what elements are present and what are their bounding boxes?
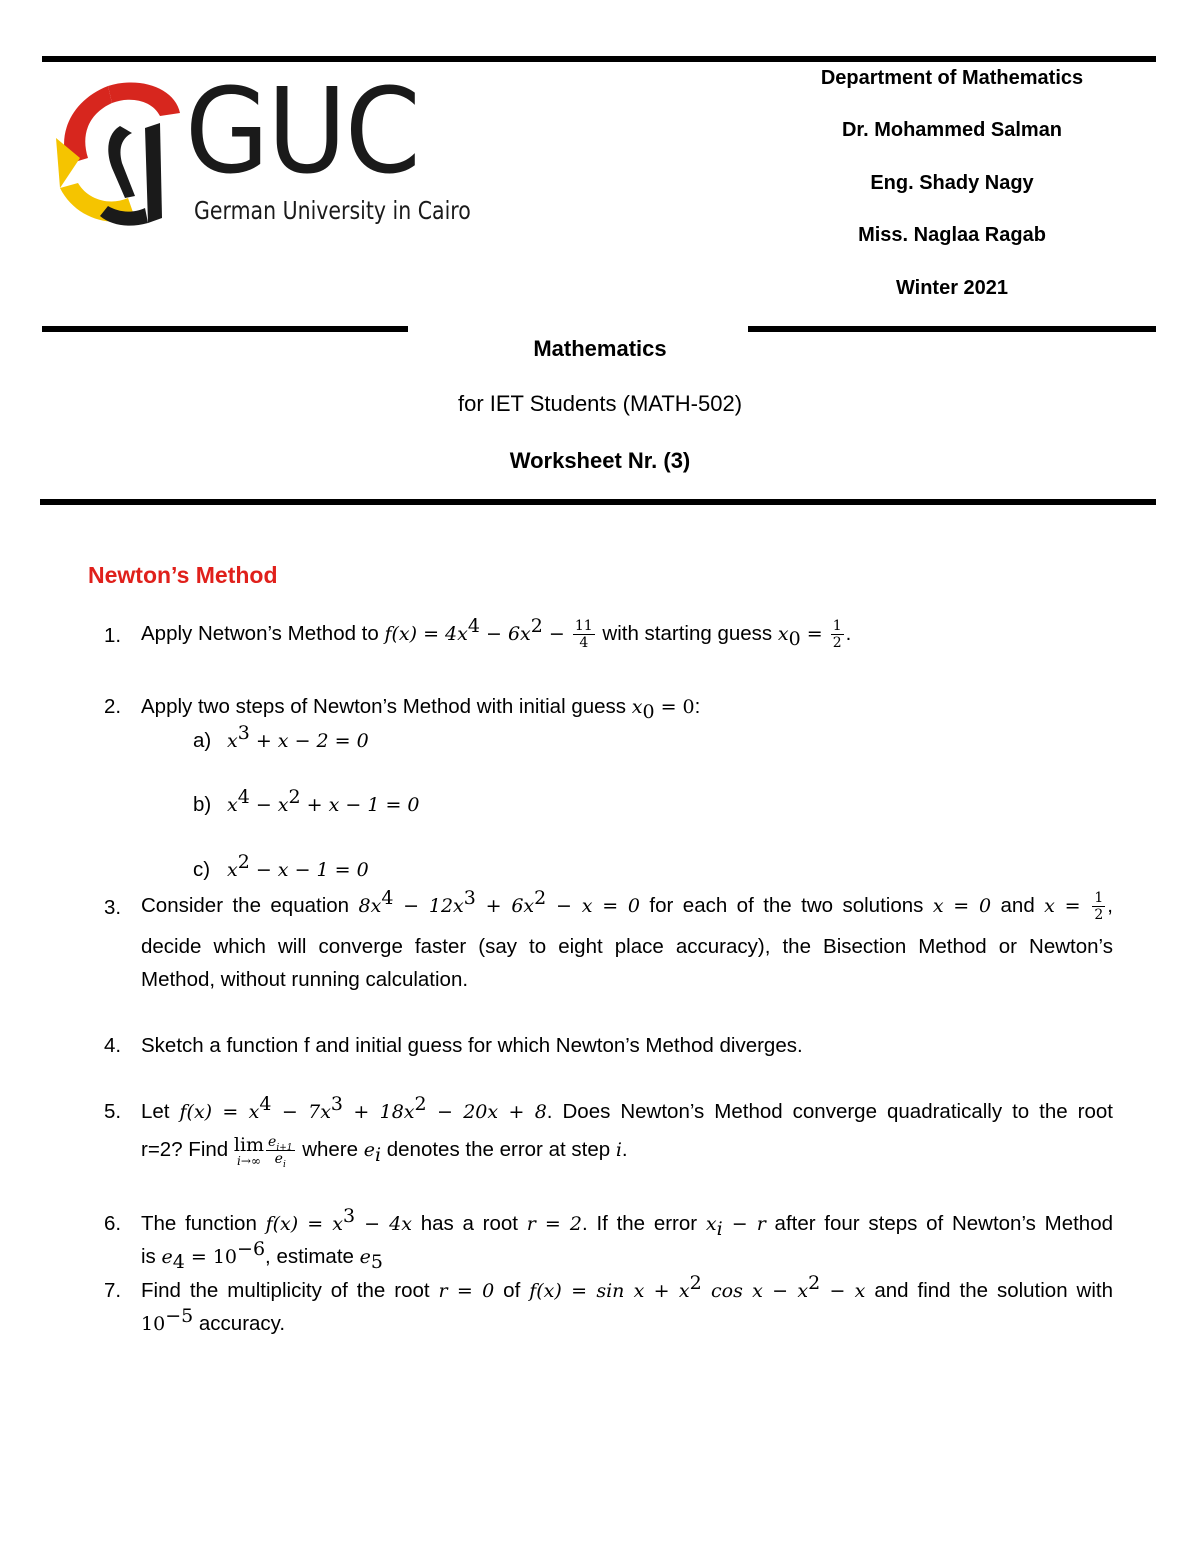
problem-6-line-2: is $e_4 = 10^{-6}$, estimate $e_5$ xyxy=(141,1238,383,1274)
fraction-error-ratio: $\frac{e_{i+1}}{e_i}$ xyxy=(268,1134,293,1170)
problem-6-number: 6. xyxy=(104,1212,122,1235)
problem-2-text: Apply two steps of Newton’s Method with initial guess $x_0 = 0$: xyxy=(141,695,701,724)
problem-5-number: 5. xyxy=(104,1100,122,1123)
guc-logo xyxy=(50,62,471,238)
problem-5-line-2: r=2? Find lim i→∞ $\frac{e_{i+1}}{e_i}$ where $e_i$ denotes the error at step i. xyxy=(141,1133,628,1170)
problem-4-text: Sketch a function f and initial guess for which Newton’s Method diverges. xyxy=(141,1034,803,1057)
worksheet-title: Worksheet Nr. (3) xyxy=(509,448,691,473)
problem-7-number: 7. xyxy=(104,1279,122,1302)
problem-1-text: Apply Netwon’s Method to $f(x) = 4x^4 - 6x^2$ − $\frac{11}{4}$ with starting guess $x_0$ = $\frac{1}{2}$ . xyxy=(141,615,852,652)
course-audience: for IET Students (MATH-502) xyxy=(457,391,743,416)
problem-2-number: 2. xyxy=(104,695,122,718)
problem-7-line-2: $10^{-5}$ accuracy. xyxy=(141,1305,286,1335)
problem-7-line-1: Find the multiplicity of the root r = 0 of $f(x) = \sin x + x^2$ $\cos x - x^2 - x$ and find the solution with xyxy=(141,1272,1114,1302)
logo-wordmark: GUC xyxy=(185,62,419,200)
problem-2b: b) $x^4 - x^2 + x - 1 = 0$ xyxy=(193,786,420,816)
problem-3-number: 3. xyxy=(104,896,122,919)
instructor-3: Miss. Naglaa Ragab xyxy=(858,224,1046,246)
problem-3-line-2: decide which will converge faster (say to eight place accuracy), the Bisection Method or Newton’s xyxy=(141,935,1113,958)
limit-operator: lim i→∞ xyxy=(233,1133,265,1168)
section-heading: Newton’s Method xyxy=(88,562,278,588)
term: Winter 2021 xyxy=(895,277,1009,299)
mid-rule-right xyxy=(748,326,1156,332)
logo-subtitle: German University in Cairo xyxy=(194,196,471,225)
guc-emblem-icon xyxy=(50,78,185,228)
fraction-1-over-2: $\frac{1}{2}$ xyxy=(1094,890,1104,924)
course-title: Mathematics xyxy=(533,336,667,361)
mid-rule-left xyxy=(42,326,408,332)
problem-4-number: 4. xyxy=(104,1034,122,1057)
department-name: Department of Mathematics xyxy=(820,67,1084,89)
problem-2a: a) $x^3 + x - 2 = 0$ xyxy=(193,722,369,752)
fraction-1-over-2: $\frac{1}{2}$ xyxy=(832,618,842,652)
instructor-2: Eng. Shady Nagy xyxy=(870,172,1034,194)
problem-3-line-3: Method, without running calculation. xyxy=(141,968,469,991)
title-bottom-rule xyxy=(40,499,1156,505)
fraction-11-over-4: $\frac{11}{4}$ xyxy=(574,618,593,652)
problem-1-number: 1. xyxy=(104,624,122,647)
problem-2c: c) $x^2 - x - 1 = 0$ xyxy=(193,851,369,881)
problem-3-line-1: Consider the equation $8x^4 - 12x^3 + 6x^2 - x = 0$ for each of the two solutions x = 0 and x = $\frac{1}{2}$ , xyxy=(141,887,1113,924)
instructor-1: Dr. Mohammed Salman xyxy=(841,119,1063,141)
problem-6-line-1: The function $f(x) = x^3 - 4x$ has a root r = 2. If the error $x_i - r$ after four steps of Newton’s Method xyxy=(141,1205,1114,1241)
problem-5-line-1: Let $f(x) = x^4 - 7x^3 + 18x^2 - 20x + 8$. Does Newton’s Method converge quadratically to the root xyxy=(141,1093,1113,1123)
